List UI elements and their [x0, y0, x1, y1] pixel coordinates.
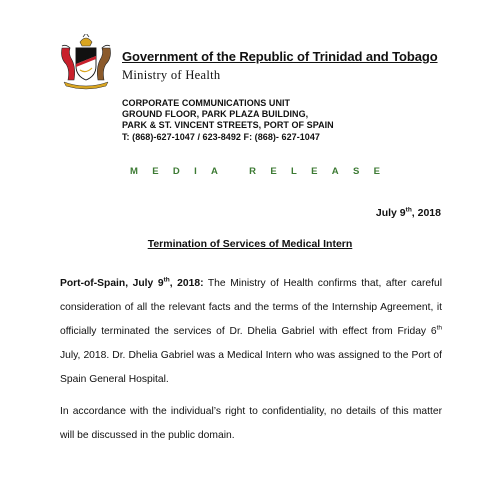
coat-of-arms-icon: [56, 34, 116, 90]
body-paragraph-2: In accordance with the individual’s right to confidentiality, no details of this matter will be discussed in the public domain.: [60, 406, 442, 441]
headline: Termination of Services of Medical Intern: [147, 238, 353, 250]
address-line: CORPORATE COMMUNICATIONS UNIT: [122, 98, 291, 108]
address-block: [122, 98, 334, 143]
media-release-letter: E: [373, 166, 380, 177]
media-release-letter: L: [291, 166, 297, 177]
media-release-letter: S: [352, 166, 360, 177]
media-release-letter: R: [249, 166, 257, 177]
body-paragraph-1: Port-of-Spain, July 9th, 2018: The Ministry of Health confirms that, after careful consideration of all the relevant facts and the terms of the Internship Agreement, it officially terminated the services of Dr. Dhelia Gabriel with effect from Friday 6th July, 2018. Dr. Dhelia Gabriel was a Medical Intern who was assigned to the Port of Spain General Hospital.: [60, 276, 442, 385]
media-release-letter: M: [130, 166, 138, 177]
media-release-letter: A: [331, 166, 339, 177]
media-release-letter: E: [152, 166, 159, 177]
release-date: July 9th, 2018: [375, 206, 441, 219]
media-release-letter: E: [311, 166, 318, 177]
media-release-letter: [232, 166, 235, 177]
ministry-name: Ministry of Health: [122, 68, 221, 82]
media-release-letter: I: [194, 166, 197, 177]
address-line: PARK & ST. VINCENT STREETS, PORT OF SPAIN: [122, 120, 334, 131]
media-release-letter: A: [211, 166, 218, 177]
media-release-letter: D: [172, 166, 180, 177]
address-line: GROUND FLOOR, PARK PLAZA BUILDING,: [122, 109, 309, 120]
dateline: Port-of-Spain, July 9th, 2018:: [60, 276, 204, 289]
government-title: Government of the Republic of Trinidad and Tobago: [122, 49, 438, 64]
media-release-letter: E: [270, 166, 277, 177]
media-release-label: [130, 166, 380, 177]
address-line: T: (868)-627-1047 / 623-8492 F: (868)- 627-1047: [122, 131, 320, 142]
